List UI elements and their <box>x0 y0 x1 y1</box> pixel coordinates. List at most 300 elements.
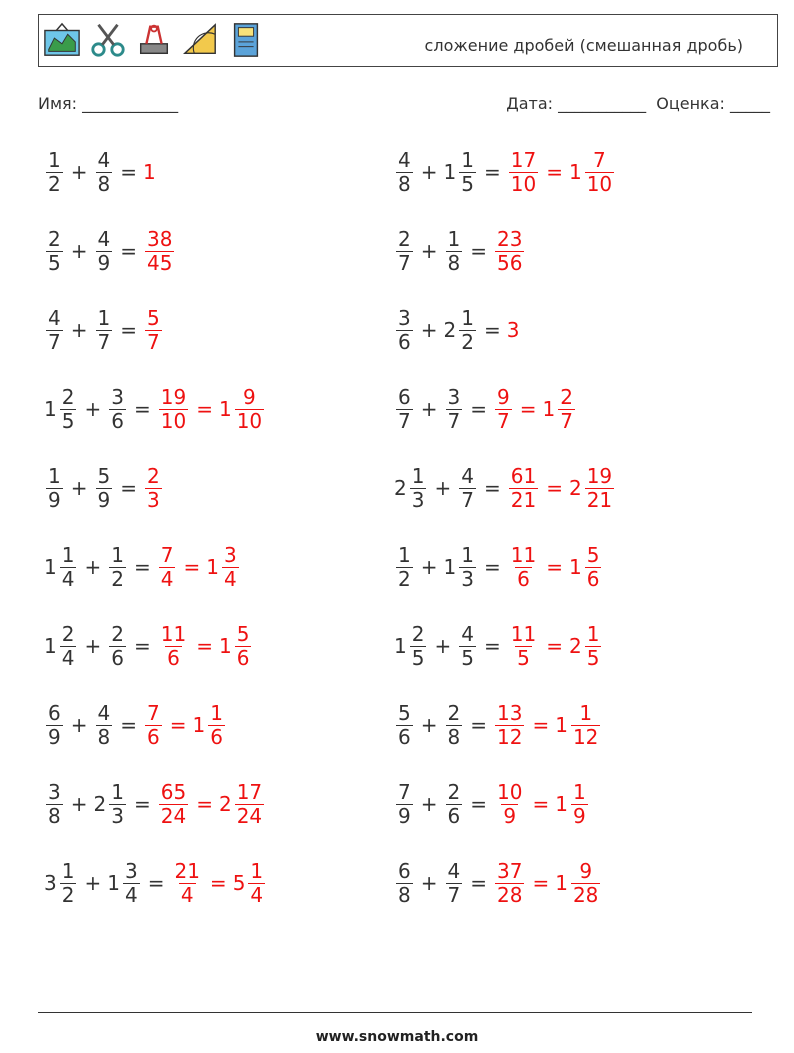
numerator: 1 <box>586 621 600 646</box>
number-term <box>94 228 115 275</box>
numerator: 2 <box>61 384 75 409</box>
denominator: 21 <box>586 487 613 512</box>
denominator: 24 <box>160 803 187 828</box>
fraction <box>145 465 162 512</box>
equals-sign: = <box>120 239 137 263</box>
denominator: 9 <box>97 487 111 512</box>
whole-part: 3 <box>506 318 520 342</box>
protractor-icon <box>181 20 219 60</box>
fraction <box>222 544 239 591</box>
denominator: 6 <box>236 645 250 670</box>
number-term <box>107 860 141 907</box>
fraction <box>396 781 413 828</box>
footer-divider <box>38 1012 752 1013</box>
fraction <box>410 623 427 670</box>
numerator: 2 <box>447 779 461 804</box>
numerator: 1 <box>461 305 474 330</box>
number-term <box>394 702 415 749</box>
numerator: 3 <box>48 779 61 804</box>
numerator: 1 <box>461 147 474 172</box>
fraction <box>60 860 77 907</box>
answer <box>157 544 241 591</box>
denominator: 7 <box>48 329 61 354</box>
denominator: 12 <box>497 724 523 749</box>
book-icon <box>227 20 265 60</box>
plus-sign: + <box>420 318 438 342</box>
denominator: 7 <box>97 329 111 354</box>
numerator: 2 <box>398 226 411 251</box>
denominator: 6 <box>111 408 124 433</box>
equals-sign: = <box>470 792 487 816</box>
number-term <box>193 702 227 749</box>
number-term <box>94 702 115 749</box>
equals-sign: = <box>196 397 213 421</box>
number-term <box>233 860 267 907</box>
number-term <box>444 781 465 828</box>
whole-part: 2 <box>93 792 107 816</box>
whole-part: 1 <box>443 555 457 579</box>
fraction <box>410 465 427 512</box>
fraction <box>509 465 538 512</box>
fraction <box>109 544 126 591</box>
number-term <box>143 160 157 184</box>
fraction <box>459 465 476 512</box>
denominator: 5 <box>48 250 61 275</box>
whole-part: 1 <box>443 160 457 184</box>
whole-part: 5 <box>232 871 246 895</box>
problem-item <box>394 614 603 678</box>
denominator: 8 <box>97 171 111 196</box>
numerator: 5 <box>147 305 160 330</box>
answer <box>157 623 254 670</box>
number-term <box>44 307 65 354</box>
number-term <box>143 228 176 275</box>
number-term <box>44 465 65 512</box>
numerator: 1 <box>447 226 461 251</box>
denominator: 3 <box>111 803 124 828</box>
plus-sign: + <box>84 555 102 579</box>
number-term <box>394 781 415 828</box>
header-icons <box>43 20 265 60</box>
equals-sign: = <box>546 634 563 658</box>
fraction <box>109 623 126 670</box>
denominator: 2 <box>48 171 61 196</box>
denominator: 4 <box>160 566 174 591</box>
number-term <box>157 781 190 828</box>
footer-url: www.snowmath.com <box>315 1029 479 1045</box>
number-term <box>44 149 65 196</box>
numerator: 6 <box>398 384 411 409</box>
whole-part: 1 <box>542 397 556 421</box>
denominator: 7 <box>398 250 411 275</box>
whole-part: 1 <box>568 555 582 579</box>
plus-sign: + <box>420 871 438 895</box>
worksheet-title: сложение дробей (смешанная дробь) <box>424 36 743 55</box>
problem-item <box>394 772 590 836</box>
number-term <box>206 544 240 591</box>
number-term <box>394 465 428 512</box>
whole-part: 2 <box>443 318 457 342</box>
numerator: 4 <box>97 147 111 172</box>
fraction <box>495 781 524 828</box>
fraction <box>96 149 113 196</box>
denominator: 2 <box>398 566 411 591</box>
equals-sign: = <box>120 476 137 500</box>
numerator: 5 <box>236 621 250 646</box>
problem-item <box>394 851 602 915</box>
problem-item <box>394 298 520 362</box>
equals-sign: = <box>133 397 151 421</box>
whole-part: 2 <box>568 634 582 658</box>
whole-part: 3 <box>44 871 57 895</box>
fraction <box>46 702 63 749</box>
denominator: 4 <box>124 882 138 907</box>
answer <box>507 149 616 196</box>
fraction <box>509 544 538 591</box>
fraction <box>495 386 512 433</box>
fraction <box>585 149 614 196</box>
fraction <box>159 623 188 670</box>
denominator: 10 <box>236 408 263 433</box>
whole-part: 1 <box>192 713 206 737</box>
equals-sign: = <box>483 318 501 342</box>
fraction <box>235 623 252 670</box>
number-term <box>394 860 415 907</box>
number-term <box>457 465 478 512</box>
denominator: 5 <box>461 645 474 670</box>
answer <box>143 228 176 275</box>
fraction <box>396 860 413 907</box>
answer <box>493 781 590 828</box>
numerator: 1 <box>111 779 124 804</box>
fraction <box>46 307 63 354</box>
fraction <box>235 781 264 828</box>
equals-sign: = <box>546 555 563 579</box>
fraction <box>396 702 413 749</box>
equals-sign: = <box>120 160 137 184</box>
denominator: 56 <box>497 250 523 275</box>
denominator: 9 <box>48 724 61 749</box>
equals-sign: = <box>532 713 550 737</box>
whole-part: 2 <box>394 476 407 500</box>
plus-sign: + <box>420 555 438 579</box>
number-term <box>507 623 540 670</box>
denominator: 5 <box>461 171 474 196</box>
number-term <box>44 702 65 749</box>
denominator: 6 <box>447 803 461 828</box>
fraction <box>145 307 162 354</box>
date-score-field: Дата: ___________ Оценка: _____ <box>506 94 770 113</box>
problem-item <box>394 219 526 283</box>
fraction <box>446 702 463 749</box>
equals-sign: = <box>169 713 187 737</box>
name-field: Имя: ____________ <box>38 94 179 113</box>
fraction <box>495 860 524 907</box>
problem-item <box>394 456 616 520</box>
fraction <box>509 623 538 670</box>
fraction <box>495 228 524 275</box>
numerator: 17 <box>236 779 263 804</box>
problem-item <box>44 772 266 836</box>
denominator: 8 <box>48 803 61 828</box>
number-term <box>444 149 478 196</box>
equals-sign: = <box>470 713 487 737</box>
number-term <box>493 386 514 433</box>
equals-sign: = <box>470 871 487 895</box>
equals-sign: = <box>532 871 550 895</box>
denominator: 7 <box>398 408 411 433</box>
number-term <box>44 781 65 828</box>
denominator: 6 <box>398 724 411 749</box>
numerator: 1 <box>572 779 586 804</box>
fraction <box>558 386 575 433</box>
denominator: 7 <box>461 487 474 512</box>
fraction <box>46 781 63 828</box>
numerator: 11 <box>160 621 187 646</box>
numerator: 1 <box>61 542 75 567</box>
numerator: 3 <box>111 384 124 409</box>
fraction <box>396 228 413 275</box>
numerator: 4 <box>97 700 111 725</box>
number-term <box>493 781 526 828</box>
fraction <box>96 228 113 275</box>
numerator: 2 <box>147 463 160 488</box>
problem-item <box>44 614 253 678</box>
numerator: 11 <box>510 542 537 567</box>
number-term <box>507 318 521 342</box>
fraction <box>46 149 63 196</box>
binder-clip-icon <box>135 20 173 60</box>
denominator: 3 <box>411 487 425 512</box>
fraction <box>459 307 476 354</box>
denominator: 6 <box>517 566 530 591</box>
plus-sign: + <box>84 397 102 421</box>
denominator: 6 <box>398 329 411 354</box>
numerator: 4 <box>461 463 474 488</box>
whole-part: 1 <box>218 397 232 421</box>
fraction <box>109 781 126 828</box>
number-term <box>94 465 115 512</box>
fraction <box>46 465 63 512</box>
problem-item <box>394 377 577 441</box>
whole-part: 2 <box>218 792 232 816</box>
denominator: 5 <box>586 645 600 670</box>
whole-part: 1 <box>107 871 120 895</box>
fraction <box>123 860 140 907</box>
answer <box>507 318 521 342</box>
numerator: 1 <box>111 542 124 567</box>
denominator: 6 <box>147 724 160 749</box>
problem-item <box>394 140 616 204</box>
denominator: 8 <box>398 882 411 907</box>
answer <box>507 623 604 670</box>
denominator: 7 <box>447 408 461 433</box>
problem-item <box>394 535 603 599</box>
numerator: 9 <box>497 384 510 409</box>
numerator: 1 <box>61 858 75 883</box>
number-term <box>44 544 78 591</box>
answer <box>143 465 164 512</box>
number-term <box>157 544 178 591</box>
answer <box>507 544 604 591</box>
denominator: 6 <box>167 645 180 670</box>
fraction <box>46 228 63 275</box>
numerator: 2 <box>560 384 573 409</box>
number-term <box>107 623 128 670</box>
fraction <box>396 544 413 591</box>
problem-item <box>44 377 266 441</box>
number-term <box>444 702 465 749</box>
fraction <box>96 307 113 354</box>
problem-item <box>44 140 157 204</box>
whole-part: 1 <box>568 160 582 184</box>
numerator: 10 <box>497 779 523 804</box>
numerator: 1 <box>97 305 111 330</box>
numerator: 5 <box>97 463 111 488</box>
fraction <box>459 623 476 670</box>
fraction <box>159 781 188 828</box>
equals-sign: = <box>532 792 550 816</box>
numerator: 37 <box>497 858 523 883</box>
whole-part: 1 <box>44 555 57 579</box>
problem-item <box>44 456 164 520</box>
denominator: 28 <box>572 882 599 907</box>
equals-sign: = <box>133 792 151 816</box>
equals-sign: = <box>183 555 201 579</box>
fraction <box>585 465 614 512</box>
numerator: 7 <box>593 147 606 172</box>
numerator: 65 <box>160 779 187 804</box>
number-term <box>543 386 577 433</box>
numerator: 2 <box>48 226 61 251</box>
denominator: 24 <box>236 803 263 828</box>
numerator: 5 <box>586 542 600 567</box>
number-term <box>107 386 128 433</box>
answer <box>493 860 602 907</box>
equals-sign: = <box>519 397 537 421</box>
denominator: 5 <box>517 645 530 670</box>
number-term <box>444 544 478 591</box>
equals-sign: = <box>196 792 213 816</box>
number-term <box>569 149 616 196</box>
fraction <box>96 465 113 512</box>
denominator: 7 <box>147 329 160 354</box>
denominator: 4 <box>223 566 237 591</box>
whole-part: 1 <box>143 160 156 184</box>
numerator: 23 <box>497 226 523 251</box>
numerator: 1 <box>398 542 411 567</box>
fraction <box>571 860 600 907</box>
denominator: 4 <box>61 566 75 591</box>
number-term <box>493 228 526 275</box>
answer <box>493 386 577 433</box>
number-term <box>457 623 478 670</box>
fraction <box>446 860 463 907</box>
whole-part: 1 <box>206 555 219 579</box>
fraction <box>145 702 162 749</box>
number-term <box>569 544 603 591</box>
number-term <box>157 386 190 433</box>
denominator: 4 <box>180 882 194 907</box>
number-term <box>394 544 415 591</box>
number-term <box>44 228 65 275</box>
answer <box>157 386 266 433</box>
plus-sign: + <box>420 239 438 263</box>
denominator: 3 <box>461 566 474 591</box>
fraction <box>396 386 413 433</box>
plus-sign: + <box>70 476 88 500</box>
denominator: 9 <box>572 803 586 828</box>
denominator: 45 <box>147 250 173 275</box>
number-term <box>219 781 266 828</box>
plus-sign: + <box>70 792 88 816</box>
number-term <box>444 860 465 907</box>
equals-sign: = <box>546 160 563 184</box>
fraction <box>495 702 524 749</box>
numerator: 1 <box>461 542 474 567</box>
numerator: 4 <box>398 147 411 172</box>
fraction <box>159 544 176 591</box>
numerator: 38 <box>147 226 173 251</box>
equals-sign: = <box>133 555 151 579</box>
equals-sign: = <box>470 397 487 421</box>
fraction <box>159 386 188 433</box>
denominator: 8 <box>97 724 111 749</box>
numerator: 19 <box>160 384 187 409</box>
plus-sign: + <box>420 160 438 184</box>
answer <box>493 702 602 749</box>
problem-item <box>44 851 267 915</box>
number-term <box>219 386 266 433</box>
plus-sign: + <box>420 713 438 737</box>
whole-part: 1 <box>555 871 568 895</box>
numerator: 1 <box>210 700 223 725</box>
numerator: 1 <box>411 463 425 488</box>
denominator: 4 <box>250 882 264 907</box>
plus-sign: + <box>70 160 88 184</box>
fraction <box>459 149 476 196</box>
equals-sign: = <box>209 871 227 895</box>
fraction <box>571 781 588 828</box>
map-board-icon <box>43 20 81 60</box>
fraction <box>60 544 77 591</box>
number-term <box>444 307 478 354</box>
numerator: 2 <box>111 621 124 646</box>
problem-item <box>394 693 602 757</box>
numerator: 4 <box>97 226 111 251</box>
number-term <box>444 386 465 433</box>
number-term <box>569 623 603 670</box>
plus-sign: + <box>70 239 88 263</box>
number-term <box>394 149 415 196</box>
denominator: 9 <box>503 803 517 828</box>
scissors-icon <box>89 20 127 60</box>
number-term <box>493 860 526 907</box>
denominator: 9 <box>97 250 111 275</box>
equals-sign: = <box>120 318 137 342</box>
number-term <box>44 860 78 907</box>
numerator: 19 <box>586 463 613 488</box>
whole-part: 1 <box>218 634 232 658</box>
fraction <box>248 860 265 907</box>
number-term <box>143 702 164 749</box>
problem-item <box>44 693 227 757</box>
numerator: 61 <box>510 463 537 488</box>
number-term <box>107 544 128 591</box>
equals-sign: = <box>483 476 501 500</box>
denominator: 6 <box>210 724 223 749</box>
number-term <box>94 307 115 354</box>
